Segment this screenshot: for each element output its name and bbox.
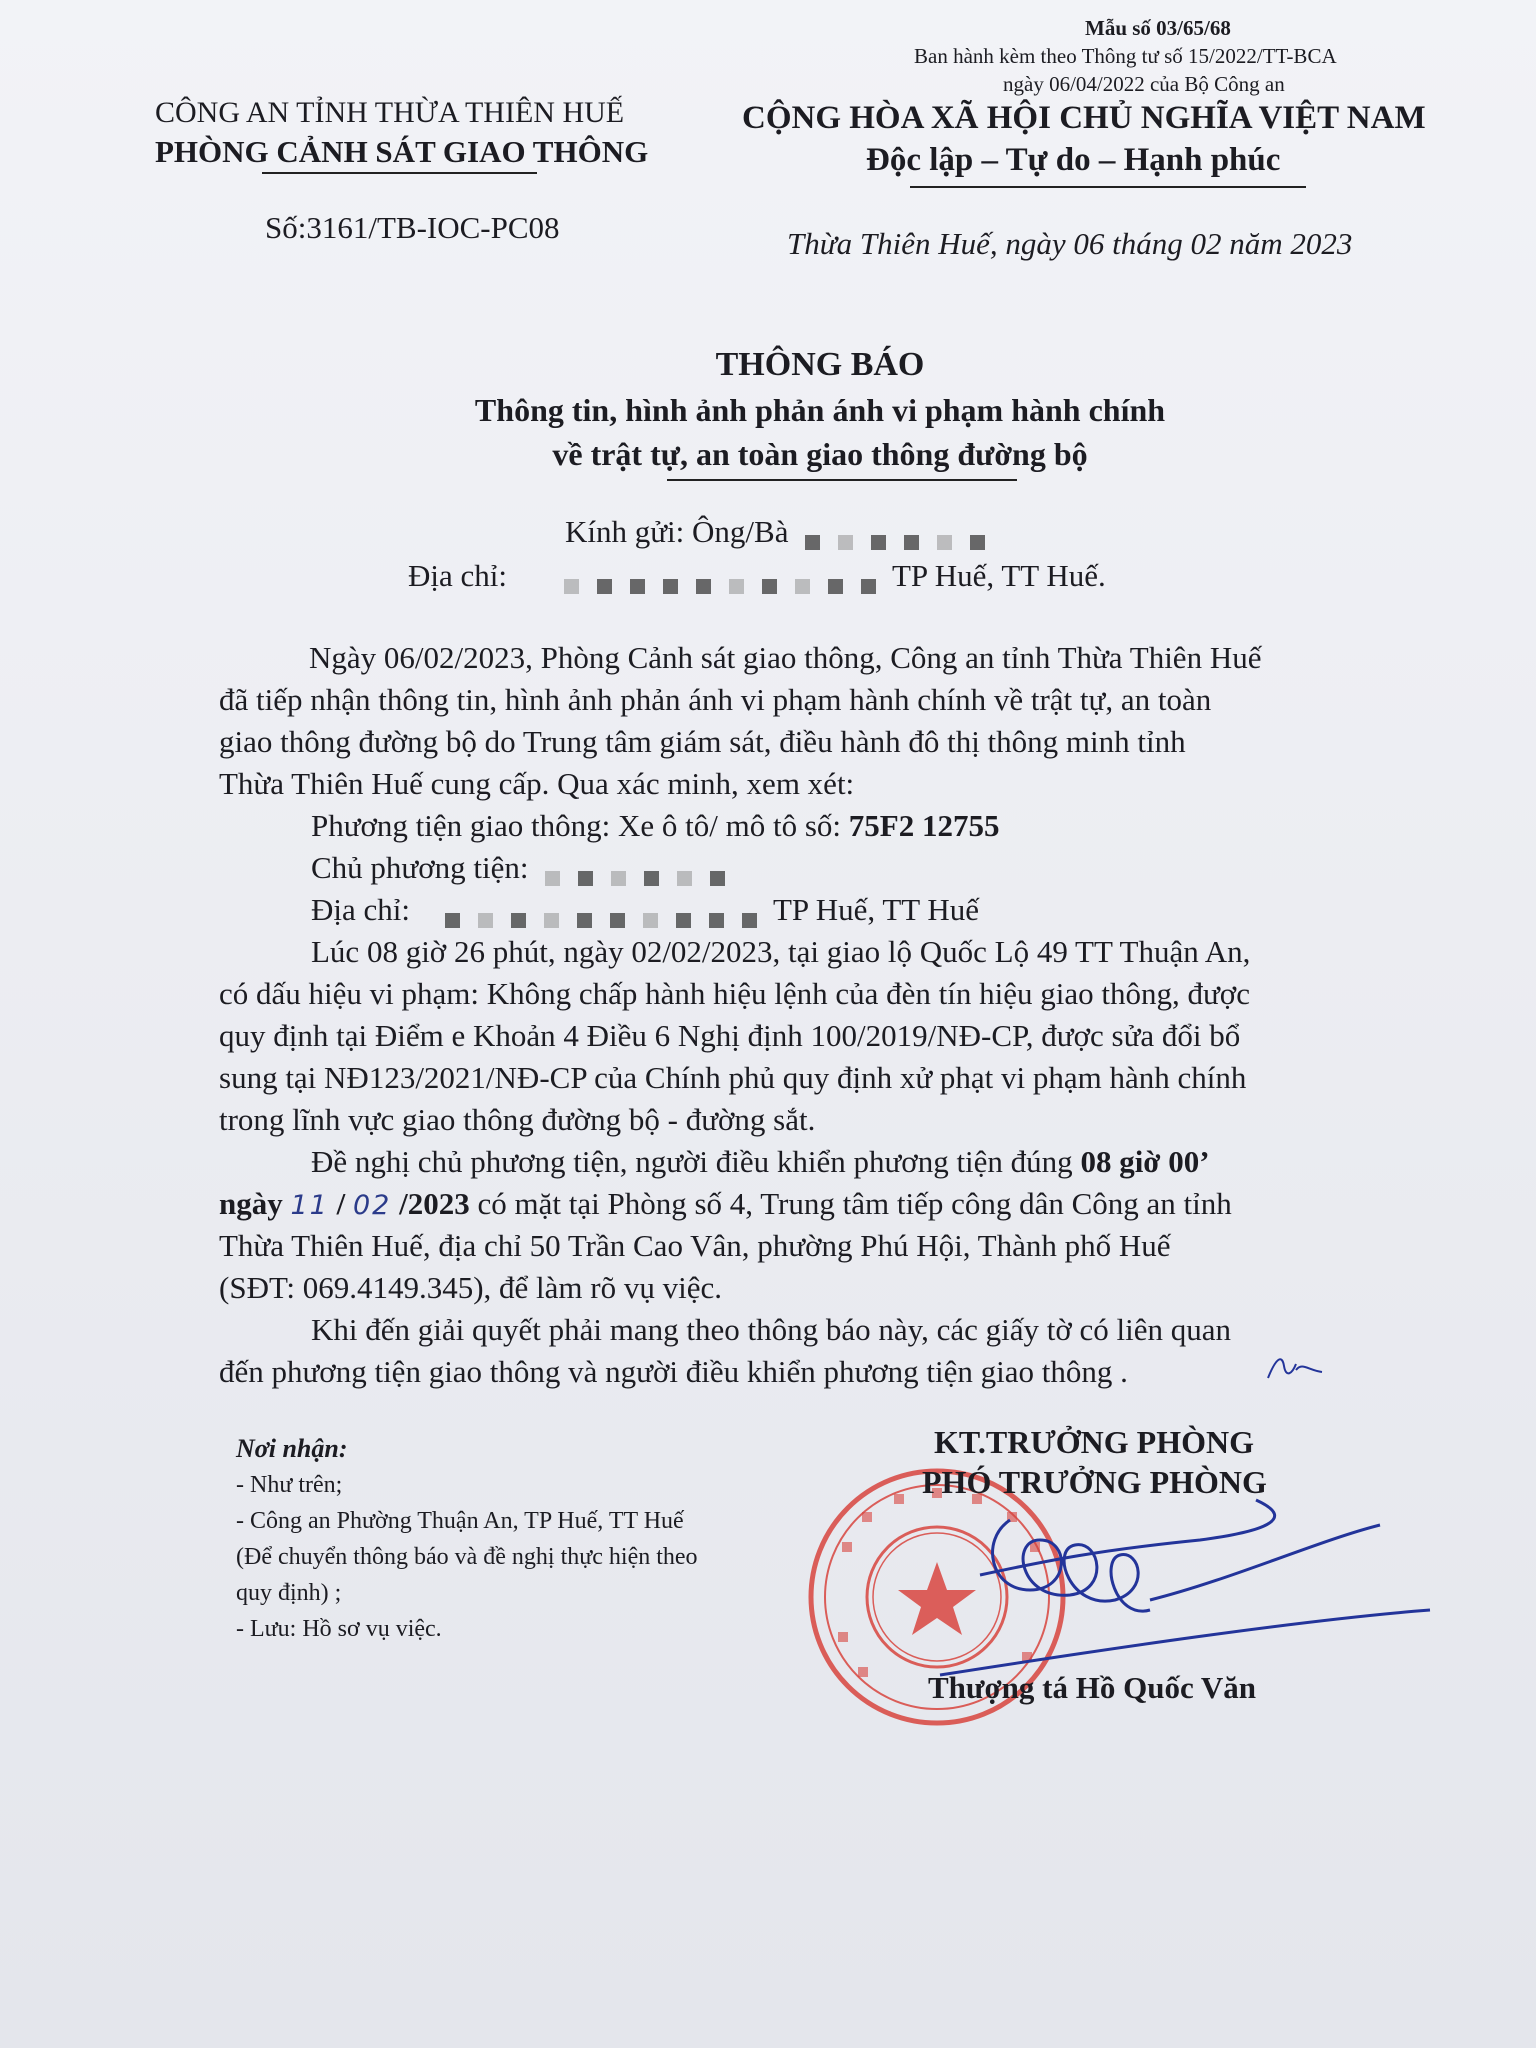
paragraph-4-line-2: đến phương tiện giao thông và người điều khiển phương tiện giao thông . (219, 1354, 1128, 1389)
recipient-item: quy định) ; (236, 1580, 342, 1606)
subtitle-underline (667, 479, 1017, 481)
redacted-owner-address (436, 900, 766, 926)
appointment-day-handwritten: 11 (290, 1190, 329, 1221)
form-number: Mẫu số 03/65/68 (1085, 16, 1231, 40)
form-reference-line-1: Ban hành kèm theo Thông tư số 15/2022/TT-BCA (914, 44, 1337, 68)
owner-address-label: Địa chỉ: (311, 892, 410, 927)
appointment-year: /2023 (399, 1186, 470, 1221)
paragraph-2-line-3: quy định tại Điểm e Khoản 4 Điều 6 Nghị định 100/2019/NĐ-CP, được sửa đổi bổ (219, 1018, 1241, 1053)
paragraph-1-line-1: Ngày 06/02/2023, Phòng Cảnh sát giao thông, Công an tỉnh Thừa Thiên Huế (309, 640, 1262, 675)
vehicle-line (311, 808, 999, 844)
paragraph-3-line-2-text: có mặt tại Phòng số 4, Trung tâm tiếp công dân Công an tỉnh (477, 1186, 1232, 1221)
paragraph-2-line-5: trong lĩnh vực giao thông đường bộ - đường sắt. (219, 1102, 816, 1137)
appointment-time: 08 giờ 00’ (1080, 1144, 1210, 1179)
paragraph-3-line-1 (311, 1144, 1210, 1180)
paragraph-1-line-2: đã tiếp nhận thông tin, hình ảnh phản ánh vi phạm hành chính về trật tự, an toàn (219, 682, 1212, 717)
document-number: Số:3161/TB-IOC-PC08 (265, 210, 560, 245)
paragraph-4-line-1: Khi đến giải quyết phải mang theo thông báo này, các giấy tờ có liên quan (311, 1312, 1232, 1347)
paragraph-3-line-4: (SĐT: 069.4149.345), để làm rõ vụ việc. (219, 1270, 722, 1305)
recipient-greeting-label: Kính gửi: Ông/Bà (565, 514, 789, 549)
paragraph-3-text: Đề nghị chủ phương tiện, người điều khiển phương tiện đúng (311, 1144, 1073, 1179)
recipients-heading: Nơi nhận: (236, 1434, 348, 1463)
handwritten-signature (900, 1480, 1440, 1680)
recipient-item: - Công an Phường Thuận An, TP Huế, TT Huế (236, 1508, 684, 1534)
motto-underline (910, 186, 1306, 188)
owner-address-suffix: TP Huế, TT Huế (772, 892, 980, 927)
recipient-item: - Lưu: Hồ sơ vụ việc. (236, 1616, 442, 1642)
paragraph-2-line-4: sung tại NĐ123/2021/NĐ-CP của Chính phủ quy định xử phạt vi phạm hành chính (219, 1060, 1247, 1095)
owner-line (311, 850, 734, 886)
paragraph-1-line-4: Thừa Thiên Huế cung cấp. Qua xác minh, xem xét: (219, 766, 855, 801)
vehicle-plate: 75F2 12755 (848, 808, 1000, 843)
signer-position: PHÓ TRƯỞNG PHÒNG (922, 1464, 1267, 1500)
recipient-greeting (565, 514, 994, 550)
paragraph-2-line-2: có dấu hiệu vi phạm: Không chấp hành hiệu lệnh của đèn tín hiệu giao thông, được (219, 976, 1250, 1011)
appointment-month-handwritten: 02 (352, 1190, 392, 1221)
owner-label: Chủ phương tiện: (311, 850, 529, 885)
recipient-item: (Để chuyển thông báo và đề nghị thực hiện theo (236, 1544, 698, 1570)
department-underline (262, 172, 537, 174)
signing-authority-title: KT.TRƯỞNG PHÒNG (934, 1424, 1254, 1460)
initials-mark (1262, 1348, 1326, 1388)
national-motto: Độc lập – Tự do – Hạnh phúc (866, 142, 1281, 178)
national-title: CỘNG HÒA XÃ HỘI CHỦ NGHĨA VIỆT NAM (742, 100, 1426, 136)
issuing-department: PHÒNG CẢNH SÁT GIAO THÔNG (155, 134, 649, 169)
redacted-recipient-address (555, 566, 885, 592)
place-and-date: Thừa Thiên Huế, ngày 06 tháng 02 năm 2023 (787, 226, 1353, 261)
paragraph-3-line-2 (219, 1186, 1232, 1222)
form-reference-line-2: ngày 06/04/2022 của Bộ Công an (1003, 72, 1285, 96)
paragraph-2-line-1: Lúc 08 giờ 26 phút, ngày 02/02/2023, tại giao lộ Quốc Lộ 49 TT Thuận An, (311, 934, 1251, 969)
recipient-item: - Như trên; (236, 1472, 343, 1498)
signer-name: Thượng tá Hồ Quốc Văn (928, 1670, 1257, 1705)
paragraph-3-line-3: Thừa Thiên Huế, địa chỉ 50 Trần Cao Vân, phường Phú Hội, Thành phố Huế (219, 1228, 1171, 1263)
document-title: THÔNG BÁO (715, 346, 925, 383)
issuing-agency: CÔNG AN TỈNH THỪA THIÊN HUẾ (155, 96, 625, 129)
document-subtitle-line-2: về trật tự, an toàn giao thông đường bộ (552, 436, 1088, 472)
redacted-owner-name (536, 858, 734, 884)
paragraph-1-line-3: giao thông đường bộ do Trung tâm giám sát, điều hành đô thị thông minh tỉnh (219, 724, 1186, 759)
recipient-address (408, 558, 1106, 594)
redacted-recipient-name (796, 522, 994, 548)
recipient-address-label: Địa chỉ: (408, 558, 507, 593)
owner-address-line (311, 892, 979, 928)
appointment-date-separator: / (336, 1186, 346, 1221)
appointment-day-label: ngày (219, 1186, 283, 1221)
recipient-address-suffix: TP Huế, TT Huế. (891, 558, 1106, 593)
vehicle-label: Phương tiện giao thông: Xe ô tô/ mô tô số: (311, 808, 842, 843)
document-subtitle-line-1: Thông tin, hình ảnh phản ánh vi phạm hành chính (474, 392, 1166, 428)
